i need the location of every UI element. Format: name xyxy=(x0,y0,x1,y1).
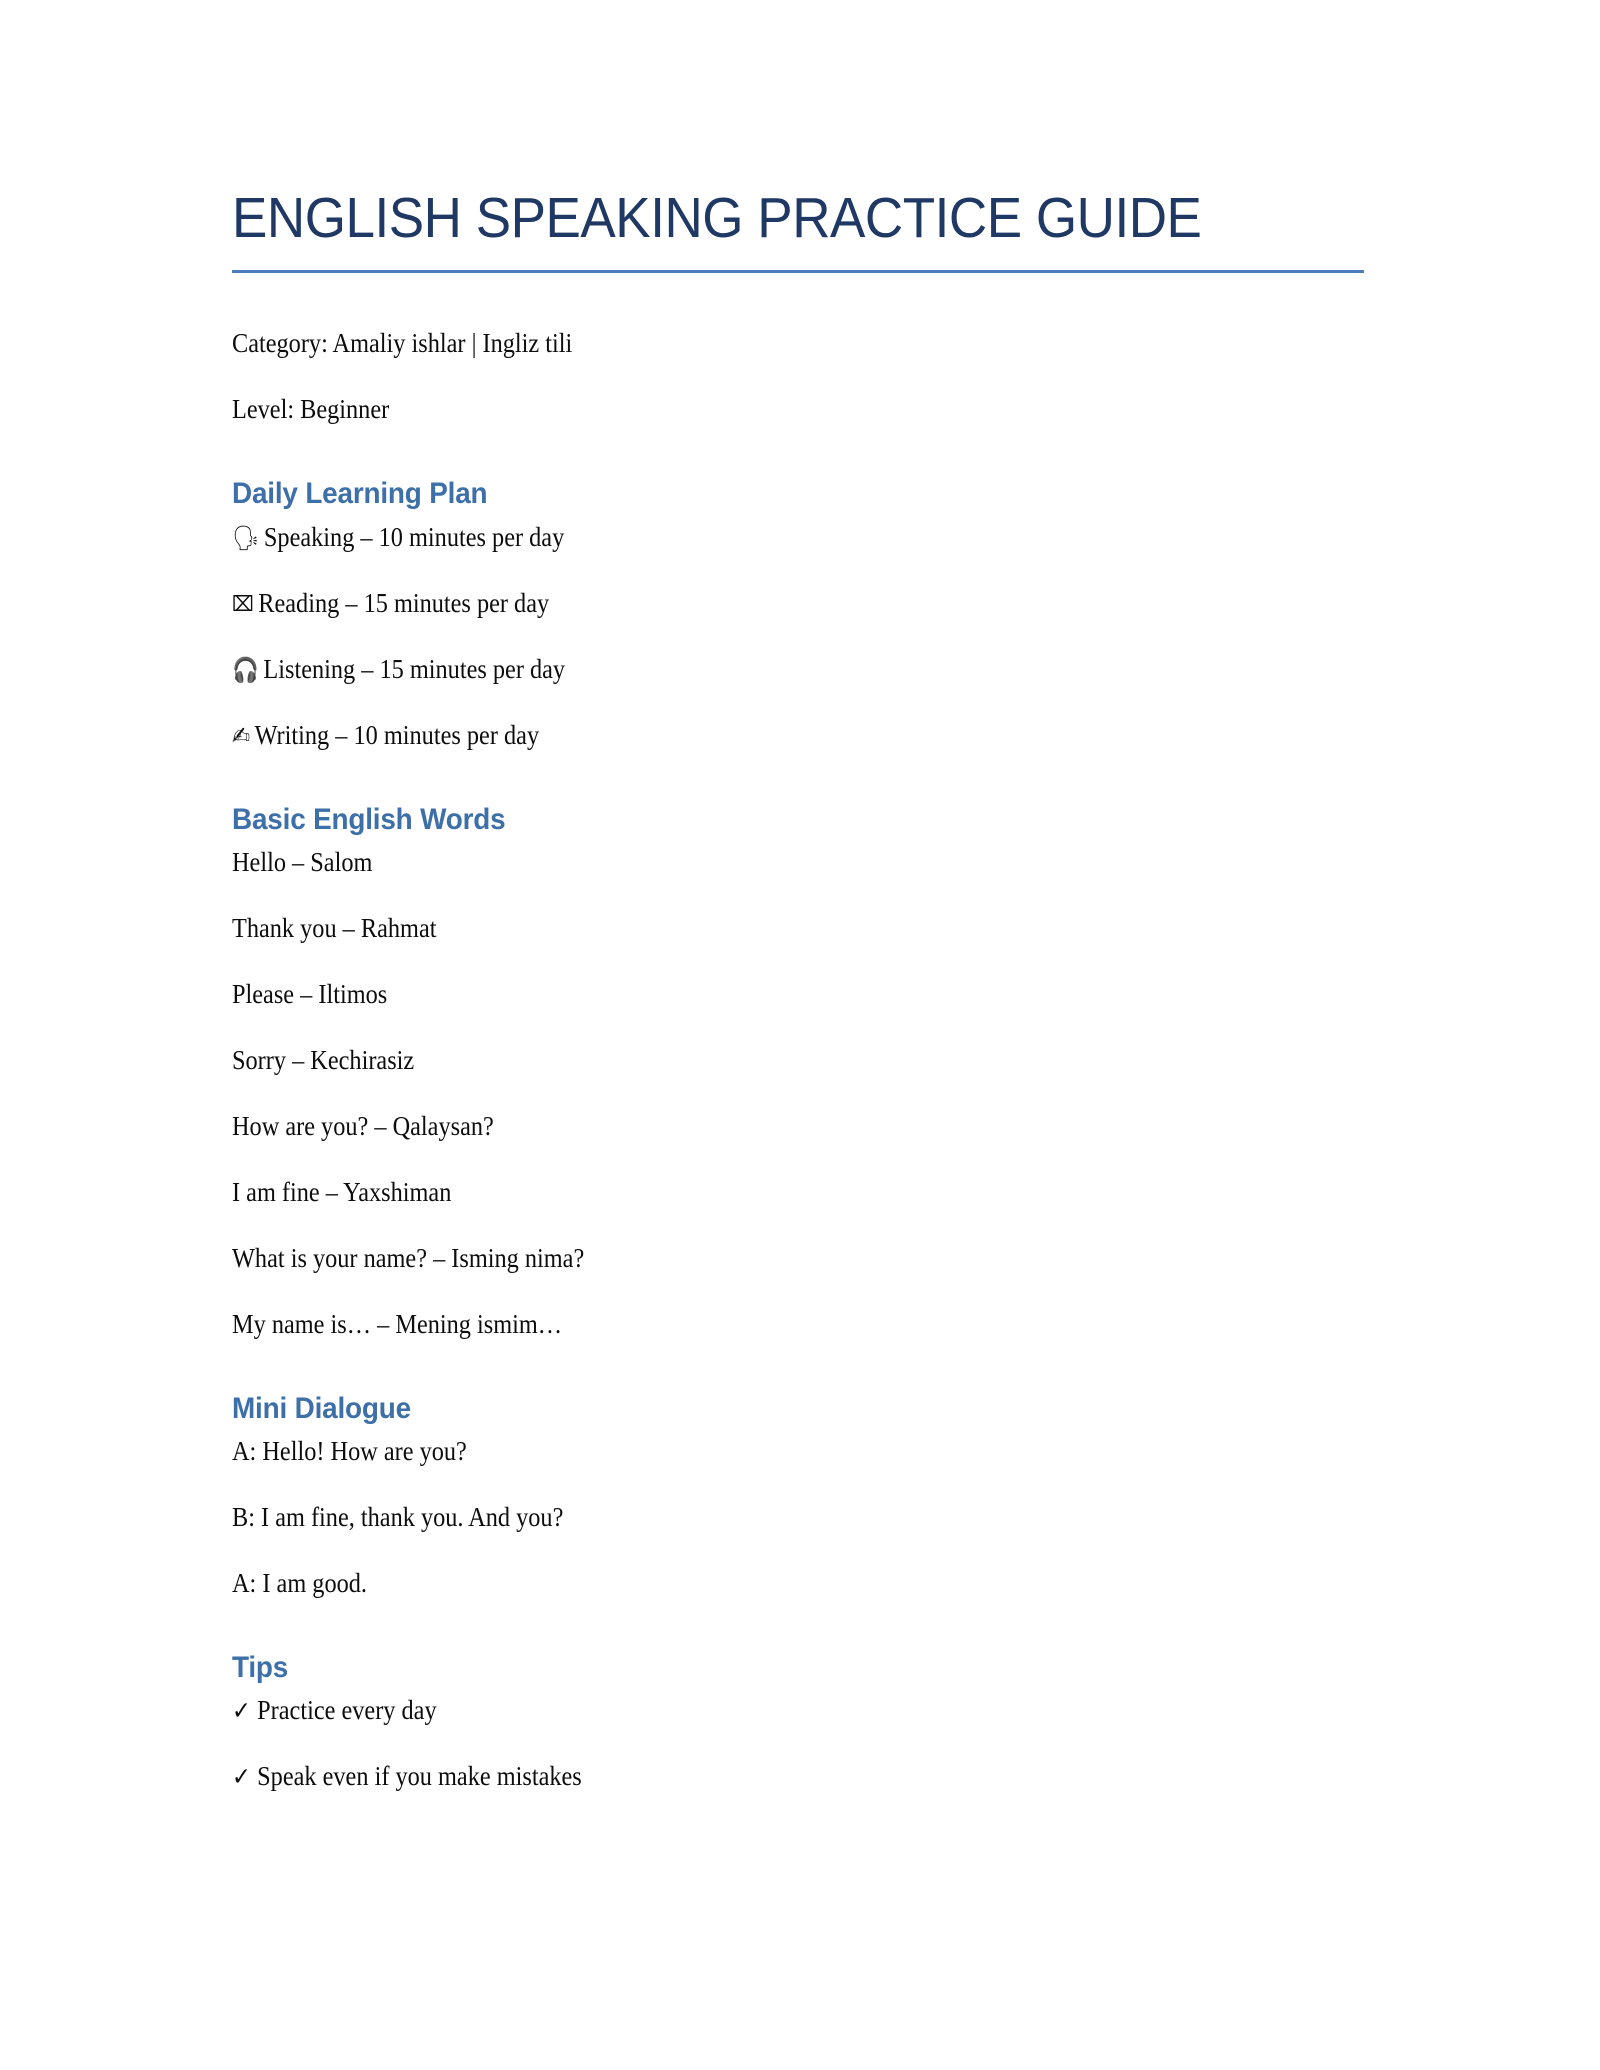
text-line xyxy=(232,1242,1258,1275)
bullet-list-item xyxy=(232,653,1258,686)
section-heading: Mini Dialogue xyxy=(232,1391,411,1425)
bullet-list-item xyxy=(232,719,1258,752)
line-text: B: I am fine, thank you. And you? xyxy=(232,1501,564,1532)
check-icon: ✓ xyxy=(232,1696,251,1726)
writing-hand-icon: ✍ xyxy=(232,721,251,750)
text-line xyxy=(232,978,1258,1011)
text-line xyxy=(232,1435,1258,1468)
speaking-head-icon: 🗣 xyxy=(232,523,260,552)
line-text: Reading – 15 minutes per day xyxy=(258,587,550,618)
line-text: A: Hello! How are you? xyxy=(232,1436,467,1467)
text-line xyxy=(232,1567,1258,1600)
line-text: A: I am good. xyxy=(232,1567,367,1598)
document-section xyxy=(232,803,1372,1341)
line-text: Thank you – Rahmat xyxy=(232,912,437,943)
sections-container xyxy=(232,477,1372,1793)
page-title: ENGLISH SPEAKING PRACTICE GUIDE xyxy=(232,186,1202,250)
check-icon: ✓ xyxy=(232,1762,251,1792)
line-text: How are you? – Qalaysan? xyxy=(232,1110,494,1141)
text-line xyxy=(232,1501,1258,1534)
document-section xyxy=(232,1392,1372,1600)
text-line xyxy=(232,1308,1258,1341)
section-body xyxy=(232,846,1372,1341)
bullet-list-item xyxy=(232,521,1258,554)
text-line xyxy=(232,912,1258,945)
bullet-list-item xyxy=(232,1694,1258,1727)
document-content-column xyxy=(232,0,1372,1793)
line-text: Speak even if you make mistakes xyxy=(257,1761,582,1792)
title-divider xyxy=(232,270,1364,273)
section-body xyxy=(232,1694,1372,1793)
text-line xyxy=(232,846,1258,879)
line-text: Hello – Salom xyxy=(232,847,373,878)
section-body xyxy=(232,521,1372,752)
line-text: Speaking – 10 minutes per day xyxy=(263,521,565,552)
line-text: What is your name? – Isming nima? xyxy=(232,1242,585,1273)
section-heading: Daily Learning Plan xyxy=(232,477,488,511)
meta-category: Category: Amaliy ishlar | Ingliz tili xyxy=(232,328,573,359)
line-text: My name is… – Mening ismim… xyxy=(232,1308,563,1339)
bullet-list-item xyxy=(232,587,1258,620)
line-text: Please – Iltimos xyxy=(232,978,388,1009)
line-text: Listening – 15 minutes per day xyxy=(263,653,566,684)
text-line xyxy=(232,1110,1258,1143)
headphones-icon: 🎧 xyxy=(232,655,259,684)
document-section xyxy=(232,1651,1372,1793)
line-text: Sorry – Kechirasiz xyxy=(232,1044,415,1075)
line-text: Practice every day xyxy=(257,1695,437,1726)
meta-level: Level: Beginner xyxy=(232,394,390,425)
text-line xyxy=(232,1044,1258,1077)
line-text: Writing – 10 minutes per day xyxy=(254,719,540,750)
line-text: I am fine – Yaxshiman xyxy=(232,1176,452,1207)
text-line xyxy=(232,1176,1258,1209)
book-icon: ⌧ xyxy=(232,591,254,616)
section-heading: Basic English Words xyxy=(232,802,506,836)
section-body xyxy=(232,1435,1372,1600)
document-section xyxy=(232,477,1372,751)
section-heading: Tips xyxy=(232,1650,289,1684)
bullet-list-item xyxy=(232,1760,1258,1793)
